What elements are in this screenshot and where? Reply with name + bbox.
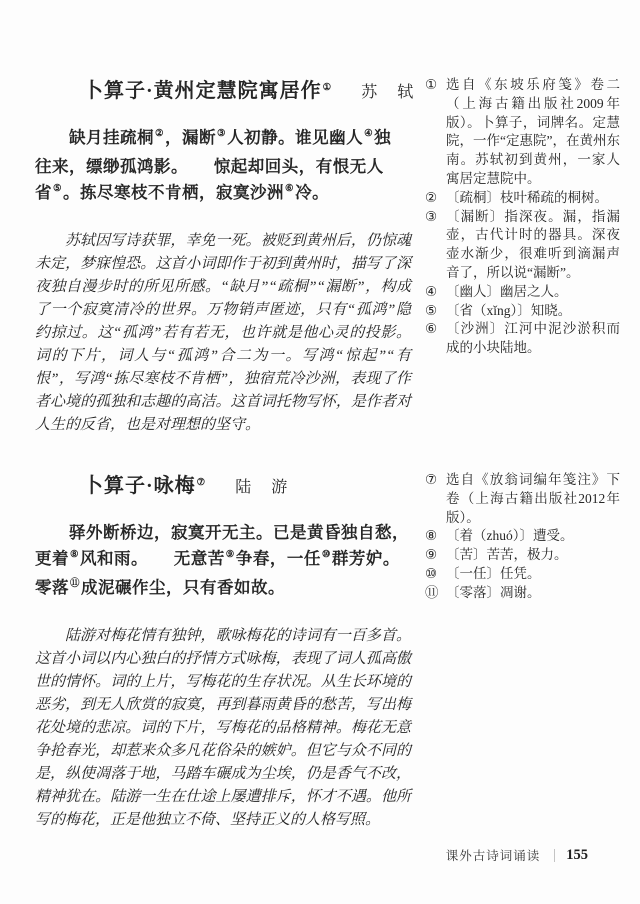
annotation-text: 〔一任〕任凭。 [446, 565, 541, 581]
note-ref-superscript: ⑧ [70, 550, 80, 560]
note-ref-superscript: ① [322, 83, 333, 93]
note-ref-superscript: ⑤ [53, 184, 63, 194]
poem-section-yongmei [35, 469, 620, 832]
annotation-text: 〔零落〕凋谢。 [446, 584, 541, 600]
annotation-text: 〔苦〕苦苦，极力。 [446, 547, 568, 563]
title-line [35, 469, 411, 498]
annotation-item [425, 527, 620, 546]
note-ref-superscript: ② [155, 129, 165, 139]
annotation-number: ⑤ [425, 302, 438, 318]
annotation-number: ⑧ [425, 528, 438, 544]
annotation-number: ⑨ [425, 547, 438, 563]
poem-body [35, 520, 411, 604]
footer-section-label: 课外古诗词诵读 [445, 849, 541, 863]
annotation-item [425, 320, 620, 358]
footer-divider [554, 849, 555, 862]
note-ref-superscript: ④ [364, 129, 374, 139]
poem-line: 省⑤。拣尽寒枝不肯栖，寂寞沙洲⑥冷。 [35, 183, 330, 202]
title-line [35, 74, 416, 103]
annotation-item [425, 584, 620, 603]
annotation-number: ⑦ [425, 472, 438, 487]
note-ref-superscript: ⑩ [321, 550, 331, 560]
poem-title: 卜算子·黄州定慧院寓居作① [83, 80, 333, 102]
annotation-item [425, 208, 620, 283]
poem-title: 卜算子·咏梅⑦ [83, 475, 207, 497]
poem-line: 更着⑧风和雨。 无意苦⑨争春，一任⑩群芳妒。 [35, 549, 400, 568]
poem-section-huangzhou [35, 74, 620, 437]
margin-annotations [425, 469, 620, 603]
author-name: 陆 游 [235, 479, 290, 496]
author-name: 苏 轼 [361, 84, 416, 101]
annotation-text: 〔漏断〕指深夜。漏，指漏壶，古代计时的器具。深夜壶水渐少，很难听到滴漏声音了，所以说“漏断”。 [446, 208, 620, 280]
annotation-number: ② [425, 189, 438, 205]
annotation-number: ⑥ [425, 321, 438, 337]
note-ref-superscript: ⑪ [70, 579, 81, 589]
note-ref-superscript: ⑨ [225, 550, 235, 560]
annotation-text: 〔幽人〕幽居之人。 [446, 283, 568, 299]
poem-line: 驿外断桥边，寂寞开无主。已是黄昏独自愁， [69, 523, 409, 542]
poem-line: 缺月挂疏桐②，漏断③人初静。谁见幽人④独 [69, 128, 392, 147]
annotation-text: 〔沙洲〕江河中泥沙淤积而成的小块陆地。 [446, 321, 620, 356]
annotation-item [425, 471, 620, 527]
note-ref-superscript: ⑦ [196, 478, 207, 488]
annotation-item [425, 189, 620, 208]
annotation-number: ① [425, 77, 438, 92]
margin-annotations [425, 74, 620, 358]
poem-line: 零落⑪成泥碾作尘，只有香如故。 [35, 578, 286, 597]
annotation-item [425, 283, 620, 302]
annotation-text: 选自《放翁词编年笺注》下卷（上海古籍出版社2012年版）。 [446, 472, 620, 525]
annotation-text: 选自《东坡乐府笺》卷二（上海古籍出版社2009年版）。卜算子，词牌名。定慧院，一作“定惠院”，在黄州东南。苏轼初到黄州，一家人寓居定慧院中。 [446, 77, 620, 186]
annotation-text: 〔省（xǐng）〕知晓。 [446, 302, 572, 318]
main-column [35, 469, 411, 832]
annotation-text: 〔着（zhuó）〕遭受。 [446, 528, 574, 544]
annotation-item [425, 302, 620, 321]
annotation-number: ④ [425, 283, 438, 299]
commentary-paragraph: 苏轼因写诗获罪，幸免一死。被贬到黄州后，仍惊魂未定，梦寐惶恐。这首小词即作于初到黄州时，描写了深夜独自漫步时的所见所感。“缺月”“疏桐”“漏断”，构成了一个寂寞清冷的世界。万物销声匿迹，只有“孤鸿”隐约掠过。这“孤鸿”若有若无，也许就是他心灵的投影。词的下片，词人与“孤鸿”合二为一。写鸿“惊起”“有恨”，写鸿“拣尽寒枝不肯栖”，独宿荒冷沙洲，表现了作者心境的孤独和志趣的高洁。这首词托物写怀，是作者对人生的反省，也是对理想的坚守。 [35, 233, 411, 433]
annotation-item [425, 546, 620, 565]
page-footer [446, 846, 588, 864]
commentary-paragraph: 陆游对梅花情有独钟，歌咏梅花的诗词有一百多首。这首小词以内心独白的抒情方式咏梅，表现了词人孤高傲世的情怀。词的上片，写梅花的生存状况。从生长环境的恶劣，到无人欣赏的寂寞，再到暮雨黄昏的愁苦，写出梅花处境的悲凉。词的下片，写梅花的品格精神。梅花无意争抢春光，却惹来众多凡花俗朵的嫉妒。但它与众不同的是，纵使凋落于地，马踏车碾成为尘埃，仍是香气不改，精神犹在。陆游一生在仕途上屡遭排斥，怀才不遇。他所写的梅花，正是他独立不倚、坚持正义的人格写照。 [35, 628, 411, 828]
annotation-number: ③ [425, 208, 438, 224]
annotation-item [425, 565, 620, 584]
annotation-item [425, 76, 620, 189]
annotation-number: ⑩ [425, 565, 438, 581]
note-ref-superscript: ⑥ [285, 184, 295, 194]
main-column [35, 74, 416, 437]
annotation-number: ⑪ [425, 584, 439, 600]
note-ref-superscript: ③ [217, 129, 227, 139]
annotation-text: 〔疏桐〕枝叶稀疏的桐树。 [446, 189, 608, 205]
poem-body [35, 125, 411, 209]
poem-line: 往来，缥缈孤鸿影。 惊起却回头，有恨无人 [35, 157, 384, 176]
page-number: 155 [566, 846, 588, 863]
